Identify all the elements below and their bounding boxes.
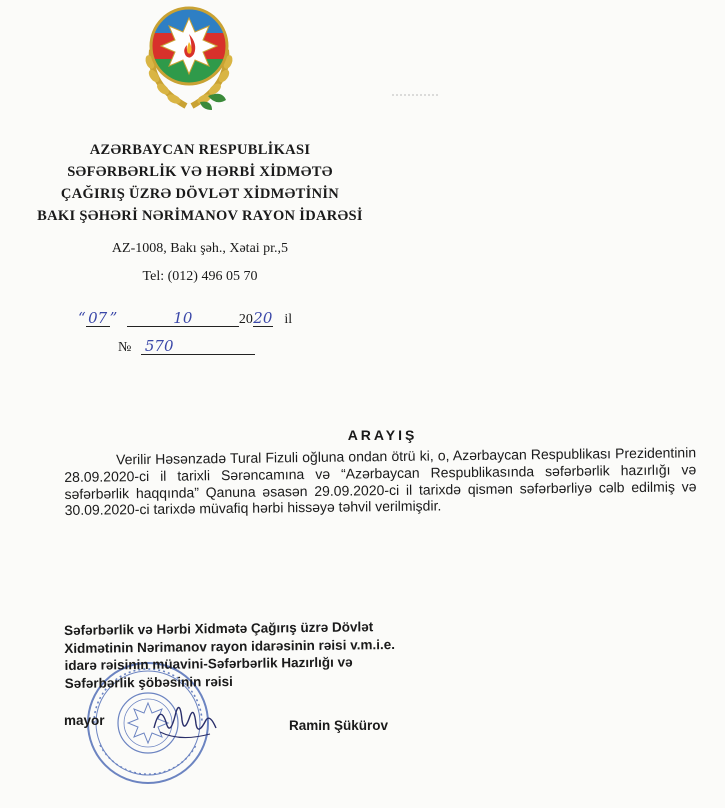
state-emblem-icon <box>138 0 240 112</box>
org-name-line-4: BAKI ŞƏHƏRİ NƏRİMANOV RAYON İDARƏSİ <box>37 208 363 224</box>
date-line <box>78 309 292 328</box>
org-name-line-2: SƏFƏRBƏRLİK VƏ HƏRBİ XİDMƏTƏ <box>67 164 333 180</box>
signature-icon <box>150 698 220 746</box>
phone: Tel: (012) 496 05 70 <box>142 269 258 284</box>
document-title: ARAYIŞ <box>347 427 418 443</box>
quote-open: “ <box>78 309 86 327</box>
number-label: № <box>118 340 132 355</box>
date-year-printed: 20 <box>238 312 253 327</box>
signer-rank: mayor <box>64 713 105 728</box>
signer-title-line-3: idarə rəisinin müavini-Səfərbərlik Hazırlığı və <box>64 654 353 673</box>
signer-title-line-4: Səfərbərlik şöbəsinin rəisi <box>64 673 233 691</box>
signer-name: Ramin Şükürov <box>289 718 389 733</box>
number-line <box>118 338 255 356</box>
number-value: 570 <box>141 338 255 355</box>
org-name-line-3: ÇAĞIRIŞ ÜZRƏ DÖVLƏT XİDMƏTİNİN <box>60 186 340 202</box>
date-day: 07 <box>86 310 110 327</box>
date-suffix: il <box>284 312 293 327</box>
date-year-handwritten: 20 <box>253 309 273 327</box>
document-body: Verilir Həsənzadə Tural Fizuli oğluna ondan ötrü ki, o, Azərbaycan Respublikası Prezidentinin 28.09.2020-ci il tarixli Sərəncamına və “Azərbaycan Respublikasında səfərbərlik hazırlığı və səfərbərlik haqqında” Qanuna əsasən 29.09.2020-ci il tarixdə qismən səfərbərliyə cəlb edilmiş və 30.09.2020-ci tarixdə müvafiq hərbi hissəyə təhvil verilmişdir. <box>64 444 697 519</box>
date-month: 10 <box>127 310 239 327</box>
signer-title-line-2: Xidmətinin Nərimanov rayon idarəsinin rəisi v.m.i.e. <box>64 636 395 656</box>
signature-block <box>64 617 485 692</box>
scan-artifact-icon <box>392 92 440 98</box>
org-name-line-1: AZƏRBAYCAN RESPUBLİKASI <box>89 142 311 158</box>
quote-close: ” <box>109 309 118 327</box>
address: AZ-1008, Bakı şəh., Xətai pr.,5 <box>111 241 289 256</box>
signer-title-line-1: Səfərbərlik və Hərbi Xidmətə Çağırış üzrə Dövlət <box>64 619 374 638</box>
